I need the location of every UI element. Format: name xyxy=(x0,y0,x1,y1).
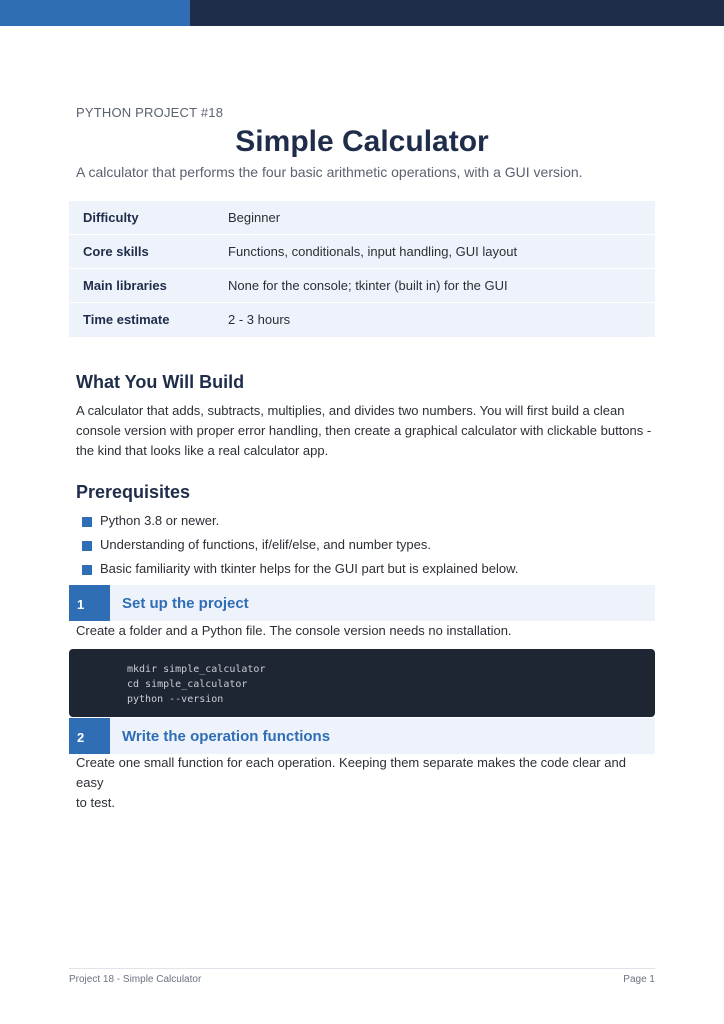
build-line: console version with proper error handling, then create a graphical calculator with clickable buttons - xyxy=(76,423,652,438)
project-eyebrow: PYTHON PROJECT #18 xyxy=(76,105,224,120)
step-2-description xyxy=(76,753,654,813)
code-line: python --version xyxy=(127,694,224,705)
page-title: Simple Calculator xyxy=(235,125,489,158)
top-banner xyxy=(0,0,724,26)
section-heading-prerequisites: Prerequisites xyxy=(76,482,191,502)
info-key: Main libraries xyxy=(83,278,167,293)
footer-project-label: Project 18 - Simple Calculator xyxy=(69,974,202,985)
list-item-text: Basic familiarity with tkinter helps for the GUI part but is explained below. xyxy=(100,561,519,576)
info-row-difficulty xyxy=(69,201,655,235)
info-key: Time estimate xyxy=(83,312,170,327)
footer-page-number: Page 1 xyxy=(623,974,655,985)
list-item-text: Understanding of functions, if/elif/else, and number types. xyxy=(100,537,431,552)
step-header-2 xyxy=(69,718,655,754)
square-bullet-icon xyxy=(82,517,92,527)
info-key: Core skills xyxy=(83,244,149,259)
page-subtitle: A calculator that performs the four basic arithmetic operations, with a GUI version. xyxy=(76,164,583,180)
build-line: A calculator that adds, subtracts, multiplies, and divides two numbers. You will first build a clean xyxy=(76,403,625,418)
info-value: None for the console; tkinter (built in) for the GUI xyxy=(228,278,508,293)
square-bullet-icon xyxy=(82,541,92,551)
step-line: to test. xyxy=(76,795,116,810)
step-header-1 xyxy=(69,585,655,621)
step-title: Write the operation functions xyxy=(122,728,331,745)
footer-divider xyxy=(69,968,655,969)
code-line: mkdir simple_calculator xyxy=(127,664,266,675)
info-value: Beginner xyxy=(228,210,281,225)
info-row-core-skills xyxy=(69,235,655,269)
info-row-main-libraries xyxy=(69,269,655,303)
step-number-badge: 1 xyxy=(69,585,110,621)
square-bullet-icon xyxy=(82,565,92,575)
info-value: Functions, conditionals, input handling, GUI layout xyxy=(228,244,518,259)
section-heading-build: What You Will Build xyxy=(76,372,245,392)
step-line: Create one small function for each operation. Keeping them separate makes the code clear and easy xyxy=(76,755,626,790)
top-banner-accent xyxy=(0,0,190,26)
info-key: Difficulty xyxy=(83,210,139,225)
build-line: the kind that looks like a real calculator app. xyxy=(76,443,329,458)
step-line: Create a folder and a Python file. The console version needs no installation. xyxy=(76,623,512,638)
list-item-text: Python 3.8 or newer. xyxy=(100,513,220,528)
build-paragraph xyxy=(76,401,654,461)
project-info-table xyxy=(69,201,655,337)
step-title: Set up the project xyxy=(122,595,249,612)
code-line: cd simple_calculator xyxy=(127,679,248,690)
info-row-time-estimate xyxy=(69,303,655,337)
info-value: 2 - 3 hours xyxy=(228,312,291,327)
step-1-description xyxy=(76,621,654,641)
step-number-badge: 2 xyxy=(69,718,110,754)
code-block xyxy=(69,649,655,717)
